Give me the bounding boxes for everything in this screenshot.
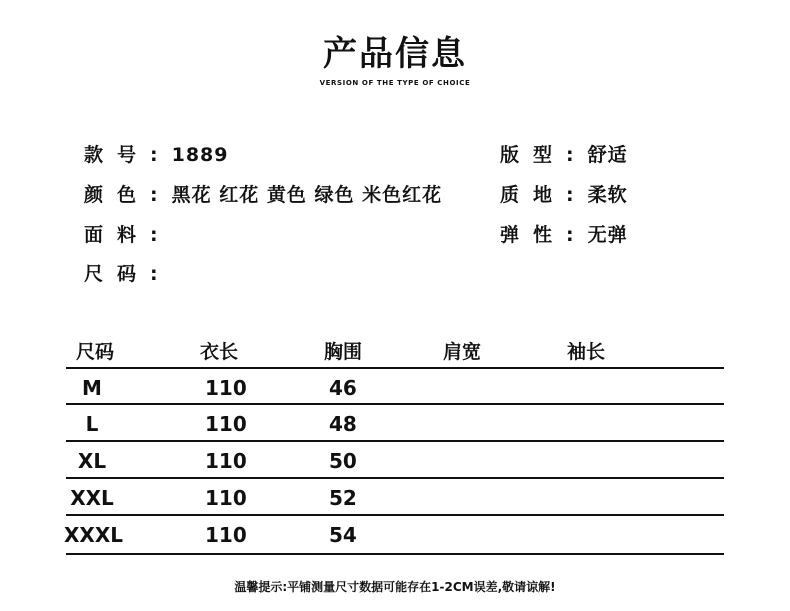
table-header-chest: 胸围 — [324, 341, 363, 363]
info-value: 1889 — [171, 144, 229, 166]
cell-length: 110 — [205, 523, 247, 547]
measurement-note: 温馨提示:平铺测量尺寸数据可能存在1-2CM误差,敬请谅解! — [234, 580, 556, 594]
page-subtitle: VERSION OF THE TYPE OF CHOICE — [319, 79, 471, 87]
table-header-size: 尺码 — [76, 341, 115, 363]
info-value: 无弹 — [587, 224, 628, 246]
table-header-length: 衣长 — [200, 341, 239, 363]
cell-size: XL — [77, 449, 107, 473]
cell-length: 110 — [205, 412, 247, 436]
table-divider — [66, 553, 724, 555]
info-value: 柔软 — [587, 184, 628, 206]
cell-chest: 48 — [329, 412, 357, 436]
info-value: 舒适 — [587, 144, 628, 166]
info-size — [84, 262, 172, 286]
cell-size: M — [82, 376, 102, 400]
info-label: 质地: — [500, 184, 588, 206]
info-fabric — [84, 223, 172, 247]
info-label: 弹性: — [500, 224, 588, 246]
info-fit — [500, 143, 628, 167]
table-divider — [66, 440, 724, 442]
cell-chest: 46 — [329, 376, 357, 400]
info-style-number — [84, 143, 229, 167]
cell-chest: 54 — [329, 523, 357, 547]
page-title: 产品信息 — [323, 34, 467, 74]
info-elasticity — [500, 223, 628, 247]
info-color — [84, 183, 442, 207]
info-label: 尺码: — [84, 263, 172, 285]
table-header-sleeve: 袖长 — [567, 341, 606, 363]
cell-length: 110 — [205, 449, 247, 473]
table-header-shoulder: 肩宽 — [443, 341, 482, 363]
info-texture — [500, 183, 628, 207]
info-label: 颜色: — [84, 184, 172, 206]
info-label: 版型: — [500, 144, 588, 166]
table-divider — [66, 477, 724, 479]
cell-chest: 50 — [329, 449, 357, 473]
cell-size: XXL — [70, 486, 114, 510]
info-label: 款号: — [84, 144, 172, 166]
info-label: 面料: — [84, 224, 172, 246]
cell-size: L — [85, 412, 99, 436]
cell-length: 110 — [205, 486, 247, 510]
table-divider — [66, 403, 724, 405]
info-value: 黑花 红花 黄色 绿色 米色红花 — [171, 184, 443, 206]
table-divider — [66, 367, 724, 369]
cell-chest: 52 — [329, 486, 357, 510]
table-divider — [66, 514, 724, 516]
cell-length: 110 — [205, 376, 247, 400]
cell-size: XXXL — [64, 523, 124, 547]
